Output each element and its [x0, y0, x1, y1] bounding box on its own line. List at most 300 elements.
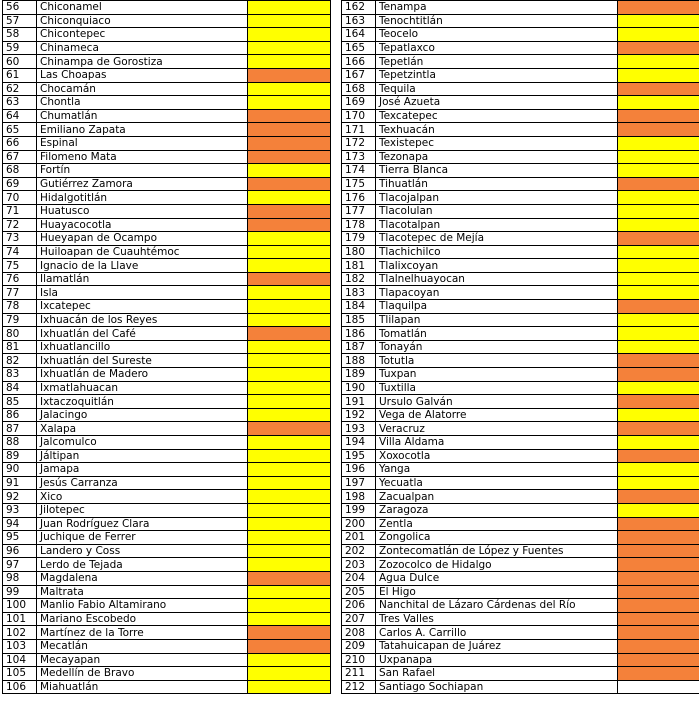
municipality-name: Ixhuatlán de Madero: [37, 368, 248, 382]
status-color-cell: [248, 639, 331, 653]
municipality-name: Santiago Sochiapan: [376, 680, 618, 694]
status-color-cell: [248, 1, 331, 15]
status-color-cell: [248, 612, 331, 626]
municipality-name: Magdalena: [37, 571, 248, 585]
status-color-cell: [248, 626, 331, 640]
table-row: [3, 680, 331, 694]
municipality-name: Vega de Alatorre: [376, 408, 618, 422]
table-row: [342, 340, 699, 354]
status-color-cell: [248, 422, 331, 436]
status-color-cell: [618, 123, 699, 137]
row-number: 183: [342, 286, 376, 300]
municipality-name: Xalapa: [37, 422, 248, 436]
municipality-name: Tres Valles: [376, 612, 618, 626]
status-color-cell: [618, 340, 699, 354]
municipality-name: Tlalixcoyan: [376, 259, 618, 273]
status-color-cell: [618, 191, 699, 205]
status-color-cell: [618, 272, 699, 286]
status-color-cell: [248, 272, 331, 286]
row-number: 178: [342, 218, 376, 232]
municipality-name: Xoxocotla: [376, 449, 618, 463]
row-number: 211: [342, 667, 376, 681]
row-number: 187: [342, 340, 376, 354]
row-number: 96: [3, 544, 37, 558]
table-row: [342, 1, 699, 15]
table-row: [3, 28, 331, 42]
table-row: [342, 667, 699, 681]
status-color-cell: [618, 544, 699, 558]
table-row: [342, 191, 699, 205]
row-number: 202: [342, 544, 376, 558]
table-row: [3, 422, 331, 436]
status-color-cell: [248, 599, 331, 613]
table-row: [342, 204, 699, 218]
table-row: [342, 286, 699, 300]
table-row: [342, 136, 699, 150]
row-number: 186: [342, 327, 376, 341]
row-number: 205: [342, 585, 376, 599]
row-number: 100: [3, 599, 37, 613]
municipality-name: Juchique de Ferrer: [37, 531, 248, 545]
table-row: [3, 1, 331, 15]
row-number: 206: [342, 599, 376, 613]
status-color-cell: [248, 82, 331, 96]
status-color-cell: [618, 680, 699, 694]
row-number: 194: [342, 436, 376, 450]
municipality-name: Medellín de Bravo: [37, 667, 248, 681]
status-color-cell: [618, 368, 699, 382]
status-color-cell: [618, 476, 699, 490]
status-color-cell: [618, 313, 699, 327]
status-color-cell: [248, 286, 331, 300]
municipality-name: Ursulo Galván: [376, 395, 618, 409]
status-color-cell: [618, 96, 699, 110]
status-color-cell: [248, 109, 331, 123]
status-color-cell: [618, 1, 699, 15]
status-color-cell: [618, 177, 699, 191]
row-number: 86: [3, 408, 37, 422]
table-row: [3, 476, 331, 490]
table-row: [342, 313, 699, 327]
row-number: 180: [342, 245, 376, 259]
row-number: 60: [3, 55, 37, 69]
municipality-name: Nanchital de Lázaro Cárdenas del Río: [376, 599, 618, 613]
status-color-cell: [248, 123, 331, 137]
status-color-cell: [618, 109, 699, 123]
status-color-cell: [248, 68, 331, 82]
municipality-name: Chumatlán: [37, 109, 248, 123]
row-number: 105: [3, 667, 37, 681]
row-number: 103: [3, 639, 37, 653]
table-row: [342, 368, 699, 382]
table-body-right: [342, 1, 699, 694]
table-row: [342, 436, 699, 450]
municipality-name: Uxpanapa: [376, 653, 618, 667]
municipality-name: Tlacotalpan: [376, 218, 618, 232]
table-row: [3, 82, 331, 96]
table-row: [342, 490, 699, 504]
municipality-name: Xico: [37, 490, 248, 504]
municipality-name: Carlos A. Carrillo: [376, 626, 618, 640]
row-number: 66: [3, 136, 37, 150]
municipality-name: Ixmatlahuacan: [37, 381, 248, 395]
row-number: 87: [3, 422, 37, 436]
row-number: 58: [3, 28, 37, 42]
table-row: [3, 531, 331, 545]
table-row: [3, 340, 331, 354]
status-color-cell: [248, 41, 331, 55]
municipality-name: Martínez de la Torre: [37, 626, 248, 640]
table-row: [3, 232, 331, 246]
municipality-name: Isla: [37, 286, 248, 300]
row-number: 67: [3, 150, 37, 164]
status-color-cell: [248, 259, 331, 273]
row-number: 97: [3, 558, 37, 572]
table-row: [342, 531, 699, 545]
municipality-name: Hidalgotitlán: [37, 191, 248, 205]
table-row: [3, 177, 331, 191]
table-row: [3, 408, 331, 422]
row-number: 185: [342, 313, 376, 327]
municipality-name: Chiconquiaco: [37, 14, 248, 28]
table-row: [3, 639, 331, 653]
status-color-cell: [248, 300, 331, 314]
row-number: 84: [3, 381, 37, 395]
row-number: 189: [342, 368, 376, 382]
table-row: [342, 41, 699, 55]
table-row: [3, 395, 331, 409]
row-number: 198: [342, 490, 376, 504]
table-row: [3, 164, 331, 178]
municipality-name: Tatahuicapan de Juárez: [376, 639, 618, 653]
table-row: [342, 558, 699, 572]
status-color-cell: [618, 245, 699, 259]
row-number: 177: [342, 204, 376, 218]
table-row: [342, 599, 699, 613]
row-number: 79: [3, 313, 37, 327]
row-number: 166: [342, 55, 376, 69]
status-color-cell: [248, 558, 331, 572]
table-row: [342, 680, 699, 694]
table-row: [342, 150, 699, 164]
table-row: [342, 272, 699, 286]
row-number: 101: [3, 612, 37, 626]
status-color-cell: [248, 354, 331, 368]
row-number: 175: [342, 177, 376, 191]
table-row: [342, 476, 699, 490]
table-row: [342, 177, 699, 191]
status-color-cell: [248, 544, 331, 558]
status-color-cell: [618, 381, 699, 395]
status-color-cell: [248, 96, 331, 110]
row-number: 56: [3, 1, 37, 15]
status-color-cell: [618, 259, 699, 273]
municipality-name: Tezonapa: [376, 150, 618, 164]
municipality-name: Texcatepec: [376, 109, 618, 123]
status-color-cell: [618, 395, 699, 409]
row-number: 102: [3, 626, 37, 640]
table-row: [342, 218, 699, 232]
municipality-name: Tepetzintla: [376, 68, 618, 82]
row-number: 162: [342, 1, 376, 15]
status-color-cell: [618, 204, 699, 218]
municipality-name: Manlio Fabio Altamirano: [37, 599, 248, 613]
row-number: 85: [3, 395, 37, 409]
status-color-cell: [248, 503, 331, 517]
table-row: [342, 259, 699, 273]
status-color-cell: [618, 626, 699, 640]
table-row: [3, 55, 331, 69]
table-row: [3, 204, 331, 218]
table-row: [342, 300, 699, 314]
status-color-cell: [248, 381, 331, 395]
status-color-cell: [618, 164, 699, 178]
table-row: [3, 286, 331, 300]
status-color-cell: [248, 14, 331, 28]
table-row: [3, 68, 331, 82]
table-row: [3, 14, 331, 28]
row-number: 83: [3, 368, 37, 382]
municipality-name: Tepetlán: [376, 55, 618, 69]
municipality-name: San Rafael: [376, 667, 618, 681]
municipality-name: Yecuatla: [376, 476, 618, 490]
municipality-name: Gutiérrez Zamora: [37, 177, 248, 191]
row-number: 190: [342, 381, 376, 395]
municipality-name: El Higo: [376, 585, 618, 599]
table-row: [342, 395, 699, 409]
row-number: 82: [3, 354, 37, 368]
table-row: [342, 327, 699, 341]
status-color-cell: [618, 422, 699, 436]
table-row: [3, 449, 331, 463]
municipality-name: Veracruz: [376, 422, 618, 436]
municipality-name: Tenampa: [376, 1, 618, 15]
row-number: 106: [3, 680, 37, 694]
table-row: [342, 96, 699, 110]
municipality-name: Tlachichilco: [376, 245, 618, 259]
municipality-name: Ilamatlán: [37, 272, 248, 286]
table-row: [342, 653, 699, 667]
table-row: [342, 109, 699, 123]
table-row: [3, 626, 331, 640]
table-row: [342, 503, 699, 517]
table-row: [342, 232, 699, 246]
table-row: [342, 82, 699, 96]
table-row: [3, 123, 331, 137]
municipality-name: Chinampa de Gorostiza: [37, 55, 248, 69]
status-color-cell: [618, 517, 699, 531]
municipality-name: Tomatlán: [376, 327, 618, 341]
row-number: 212: [342, 680, 376, 694]
municipality-name: Ixhuatlán del Café: [37, 327, 248, 341]
table-row: [342, 571, 699, 585]
municipality-name: Teocelo: [376, 28, 618, 42]
table-row: [3, 463, 331, 477]
table-row: [3, 544, 331, 558]
table-row: [342, 28, 699, 42]
municipality-name: Zontecomatlán de López y Fuentes: [376, 544, 618, 558]
status-color-cell: [618, 503, 699, 517]
row-number: 88: [3, 436, 37, 450]
table-row: [342, 381, 699, 395]
row-number: 172: [342, 136, 376, 150]
municipality-name: Ixcatepec: [37, 300, 248, 314]
row-number: 184: [342, 300, 376, 314]
table-row: [3, 272, 331, 286]
table-row: [342, 517, 699, 531]
row-number: 78: [3, 300, 37, 314]
status-color-cell: [248, 28, 331, 42]
table-row: [342, 449, 699, 463]
row-number: 91: [3, 476, 37, 490]
row-number: 61: [3, 68, 37, 82]
status-color-cell: [618, 599, 699, 613]
municipality-name: Tlacojalpan: [376, 191, 618, 205]
row-number: 75: [3, 259, 37, 273]
status-color-cell: [248, 218, 331, 232]
table-row: [342, 585, 699, 599]
status-color-cell: [248, 571, 331, 585]
status-color-cell: [618, 639, 699, 653]
table-row: [3, 41, 331, 55]
municipality-name: Hueyapan de Ocampo: [37, 232, 248, 246]
municipality-name: Totutla: [376, 354, 618, 368]
row-number: 174: [342, 164, 376, 178]
status-color-cell: [618, 449, 699, 463]
row-number: 199: [342, 503, 376, 517]
table-row: [3, 96, 331, 110]
table-row: [342, 68, 699, 82]
row-number: 65: [3, 123, 37, 137]
status-color-cell: [248, 55, 331, 69]
table-row: [342, 639, 699, 653]
status-color-cell: [248, 463, 331, 477]
municipality-name: Chinameca: [37, 41, 248, 55]
row-number: 92: [3, 490, 37, 504]
municipality-name: Lerdo de Tejada: [37, 558, 248, 572]
status-color-cell: [618, 300, 699, 314]
status-color-cell: [248, 395, 331, 409]
status-color-cell: [618, 232, 699, 246]
status-color-cell: [618, 218, 699, 232]
row-number: 201: [342, 531, 376, 545]
municipality-name: Tihuatlán: [376, 177, 618, 191]
municipality-name: Agua Dulce: [376, 571, 618, 585]
status-color-cell: [618, 408, 699, 422]
municipality-name: Ixhuatlán del Sureste: [37, 354, 248, 368]
municipality-name: Fortín: [37, 164, 248, 178]
municipality-name: José Azueta: [376, 96, 618, 110]
table-row: [3, 327, 331, 341]
table-row: [3, 354, 331, 368]
status-color-cell: [248, 490, 331, 504]
municipality-name: Yanga: [376, 463, 618, 477]
row-number: 64: [3, 109, 37, 123]
municipality-name: Ignacio de la Llave: [37, 259, 248, 273]
municipality-name: Zaragoza: [376, 503, 618, 517]
status-color-cell: [248, 449, 331, 463]
status-color-cell: [618, 14, 699, 28]
municipality-name: Las Choapas: [37, 68, 248, 82]
status-color-cell: [248, 436, 331, 450]
municipality-name: Chicontepec: [37, 28, 248, 42]
municipality-name: Ixhuatlancillo: [37, 340, 248, 354]
row-number: 93: [3, 503, 37, 517]
municipality-name: Emiliano Zapata: [37, 123, 248, 137]
municipality-name: Juan Rodríguez Clara: [37, 517, 248, 531]
municipality-name: Mecatlán: [37, 639, 248, 653]
municipality-name: Tenochtitlán: [376, 14, 618, 28]
municipality-name: Jalacingo: [37, 408, 248, 422]
row-number: 89: [3, 449, 37, 463]
status-color-cell: [248, 653, 331, 667]
status-color-cell: [248, 164, 331, 178]
municipality-name: Ixhuacán de los Reyes: [37, 313, 248, 327]
table-body-left: [3, 1, 331, 694]
row-number: 104: [3, 653, 37, 667]
municipality-name: Tuxtilla: [376, 381, 618, 395]
status-color-cell: [618, 136, 699, 150]
municipality-table-left: [2, 0, 331, 694]
row-number: 74: [3, 245, 37, 259]
row-number: 171: [342, 123, 376, 137]
row-number: 59: [3, 41, 37, 55]
row-number: 165: [342, 41, 376, 55]
status-color-cell: [248, 204, 331, 218]
row-number: 99: [3, 585, 37, 599]
table-row: [3, 517, 331, 531]
status-color-cell: [248, 680, 331, 694]
municipality-name: Chiconamel: [37, 1, 248, 15]
row-number: 196: [342, 463, 376, 477]
table-row: [3, 245, 331, 259]
row-number: 209: [342, 639, 376, 653]
table-row: [342, 463, 699, 477]
status-color-cell: [618, 286, 699, 300]
municipality-name: Chontla: [37, 96, 248, 110]
status-color-cell: [248, 667, 331, 681]
row-number: 204: [342, 571, 376, 585]
row-number: 95: [3, 531, 37, 545]
row-number: 191: [342, 395, 376, 409]
row-number: 176: [342, 191, 376, 205]
status-color-cell: [248, 327, 331, 341]
row-number: 167: [342, 68, 376, 82]
table-row: [3, 667, 331, 681]
municipality-name: Ixtaczoquitlán: [37, 395, 248, 409]
row-number: 208: [342, 626, 376, 640]
status-color-cell: [248, 531, 331, 545]
municipality-name: Tuxpan: [376, 368, 618, 382]
status-color-cell: [248, 136, 331, 150]
table-row: [3, 503, 331, 517]
status-color-cell: [618, 436, 699, 450]
municipality-name: Huiloapan de Cuauhtémoc: [37, 245, 248, 259]
status-color-cell: [618, 82, 699, 96]
row-number: 71: [3, 204, 37, 218]
row-number: 169: [342, 96, 376, 110]
status-color-cell: [618, 585, 699, 599]
status-color-cell: [248, 585, 331, 599]
status-color-cell: [618, 653, 699, 667]
row-number: 168: [342, 82, 376, 96]
row-number: 80: [3, 327, 37, 341]
municipality-name: Jilotepec: [37, 503, 248, 517]
municipality-name: Texistepec: [376, 136, 618, 150]
municipality-name: Huatusco: [37, 204, 248, 218]
municipality-name: Tlapacoyan: [376, 286, 618, 300]
municipality-name: Villa Aldama: [376, 436, 618, 450]
